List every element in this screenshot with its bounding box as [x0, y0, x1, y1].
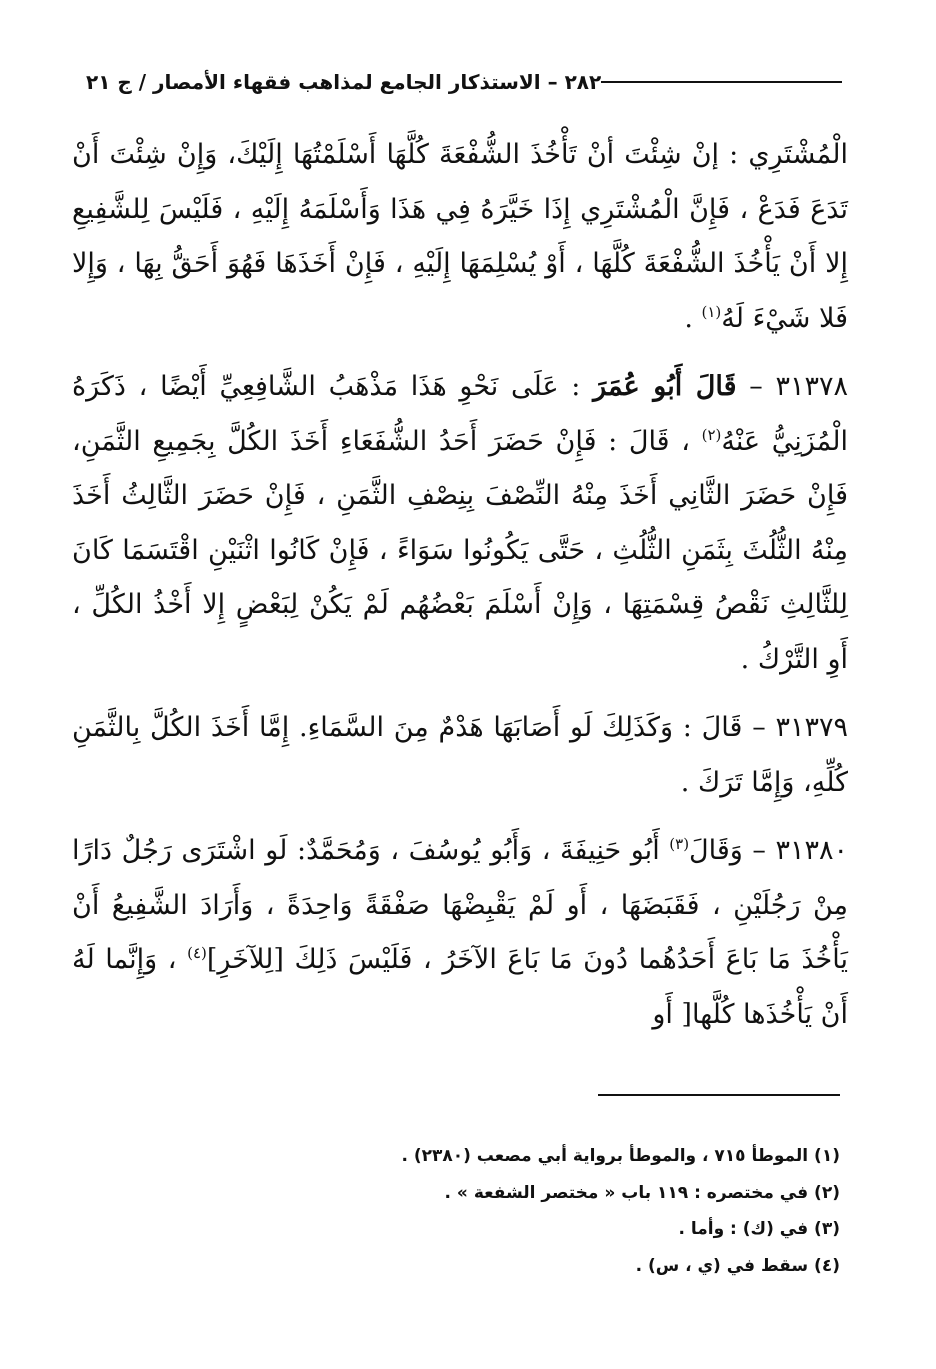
footnote-ref-2: (٢): [701, 425, 722, 444]
paragraph-text: وَقَالَ: [689, 835, 743, 866]
paragraph-text: قَالَ : وَكَذَلِكَ لَو أَصَابَهَا هَدْمٌ مِنَ السَّمَاءِ. إِمَّا أَخَذَ الكُلَّ بِالثَّمَنِ كُلِّهِ، وَإِمَّا تَرَكَ .: [72, 712, 848, 798]
footnote-3: (٣) في (ك) : وأما .: [678, 1219, 840, 1239]
footnote-ref-3: (٣): [669, 835, 690, 853]
footnote-separator: [598, 1094, 840, 1096]
footnote-2: (٢) في مختصره : ١١٩ باب « مختصر الشفعة » .: [444, 1182, 840, 1203]
footnotes: [80, 1138, 840, 1284]
main-text: [72, 128, 848, 1056]
paragraph-continuation: [72, 128, 848, 346]
running-header: [86, 62, 856, 102]
paragraph-text: : عَلَى نَحْوِ هَذَا مَذْهَبُ الشَّافِعِيِّ أَيْضًا ، ذَكَرَهُ الْمُزَنِيُّ عَنْهُ: [72, 371, 848, 457]
paragraph-tail: أَبُو حَنِيفَةَ ، وَأَبُو يُوسُفَ ، وَمُحَمَّدٌ: لَو اشْتَرَى رَجُلٌ دَارًا مِنْ رَجُلَيْنِ ، فَقَبَضَهَا ، أَو لَمْ يَقْبِضْهَا صَفْقَةً وَاحِدَةً ، وَأَرَادَ الشَّفِيعُ أَنْ يَأْخُذَ مَا بَاعَ أَحَدُهُما دُونَ مَا بَاعَ الآخَرُ ، فَلَيْسَ ذَلِكَ [لِلآخَرِ]: [72, 835, 848, 975]
paragraph-31379: [72, 701, 848, 810]
running-title: ٢٨٢ – الاستذكار الجامع لمذاهب فقهاء الأمصار / ج ٢١: [86, 70, 602, 94]
footnote-1: (١) الموطأ ٧١٥ ، والموطأ برواية أبي مصعب (٢٣٨٠) .: [401, 1146, 840, 1166]
speaker-attribution: قَالَ أَبُو عُمَرَ: [593, 371, 737, 402]
footnote-4: (٤) سقط في (ي ، س) .: [635, 1255, 840, 1276]
paragraph-tail: ، قَالَ : فَإِنْ حَضَرَ أَحَدُ الشُّفَعَاءِ أَخَذَ الكُلَّ بِجَمِيعِ الثَّمَنِ، فَإِنْ حَضَرَ الثَّانِي أَخَذَ مِنْهُ النِّصْفَ بِنِصْفِ الثَّمَنِ ، فَإِنْ حَضَرَ الثَّالِثُ أَخَذَ مِنْهُ الثُّلُثَ بِثَمَنِ الثُّلُثِ ، حَتَّى يَكُونُوا سَوَاءً ، فَإِنْ كَانُوا اثْنَيْنِ اقْتَسَمَا كَانَ لِلثَّالِثِ نَقْصُ قِسْمَتِهَا ، وَإِنْ أَسْلَمَ بَعْضُهُم لَمْ يَكُنْ لِبَعْضٍ إِلا أَخْذُ الكُلِّ ، أَوِ التَّرْكُ .: [72, 425, 848, 675]
paragraph-number: ٣١٣٨٠ –: [742, 835, 848, 866]
footnote-ref-1: (١): [701, 302, 722, 321]
paragraph-31380: [72, 824, 848, 1042]
footnote-ref-4: (٤): [187, 944, 207, 962]
header-rule: [601, 81, 842, 83]
paragraph-text: الْمُشْتَرِي : إنْ شِئْتَ أنْ تَأْخُذَ الشُّفْعَةَ كُلَّهَا أَسْلَمْتُهَا إِلَيْكَ، وَإِنْ شِئْتَ أَنْ تَدَعَ فَدَعْ ، فَإِنَّ الْمُشْتَرِي إِذَا خَيَّرَهُ فِي هَذَا وَأَسْلَمَهُ إِلَيْهِ ، فَلَيْسَ لِلشَّفِيعِ إِلا أَنْ يَأْخُذَ الشُّفْعَةَ كُلَّهَا ، أَوْ يُسْلِمَهَا إِلَيْهِ ، فَإِنْ أَخَذَهَا فَهُوَ أَحَقُّ بِهَا ، وَإِلا فَلا شَيْءَ لَهُ: [72, 139, 848, 334]
paragraph-tail: .: [684, 302, 702, 334]
paragraph-tail-2: ، وَإِنَّما لَهُ أَنْ يَأْخُذَها كُلَّها[ أَو: [72, 944, 848, 1030]
paragraph-number: ٣١٣٧٩ –: [742, 712, 849, 743]
paragraph-number: ٣١٣٧٨ –: [736, 371, 848, 402]
paragraph-31378: [72, 360, 848, 687]
